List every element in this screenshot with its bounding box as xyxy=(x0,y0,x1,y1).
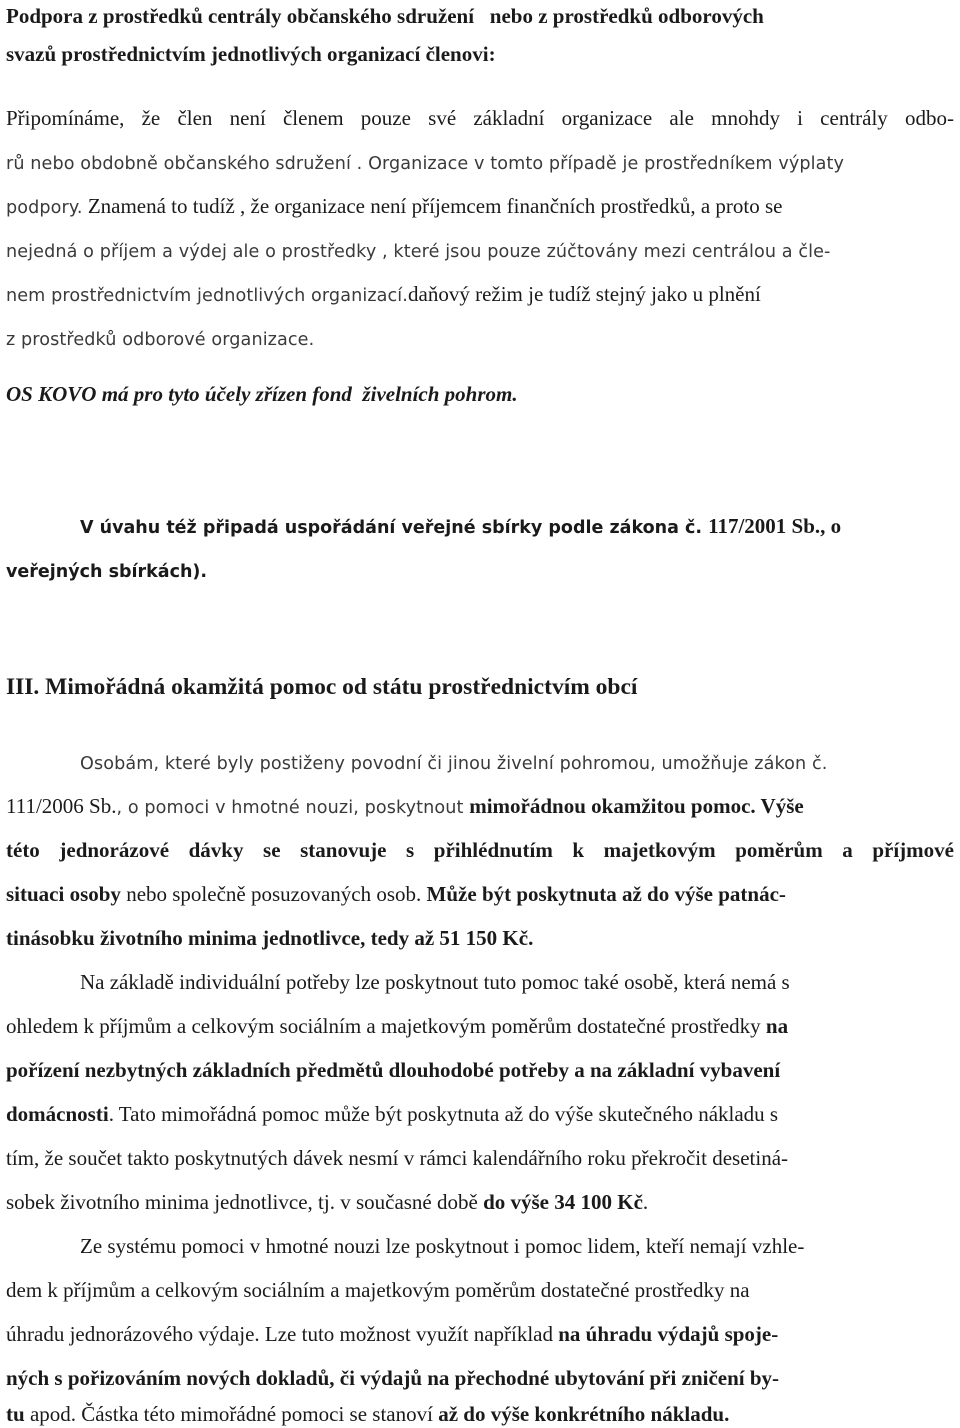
text: tinásobku životního minima jednotlivce, tedy až 51 150 Kč. xyxy=(6,926,534,950)
text: do výše 34 100 Kč xyxy=(483,1190,643,1214)
section-heading-line-1 xyxy=(6,2,764,30)
text: úhradu jednorázového výdaje. Lze tuto možnost využít například xyxy=(6,1322,559,1346)
text: této jednorázové dávky se stanovuje s přihlédnutím k majetkovým poměrům a příjmové xyxy=(6,838,954,862)
text: nebo společně posuzovaných osob. xyxy=(120,882,427,906)
text: Na základě individuální potřeby lze poskytnout tuto pomoc také osobě, která nemá s xyxy=(80,970,790,994)
paragraph-3-line-4 xyxy=(6,1100,778,1128)
text: . Tato mimořádná pomoc může být poskytnuta až do výše skutečného nákladu s xyxy=(108,1102,779,1126)
section-3-title xyxy=(6,673,637,701)
text: rů nebo obdobně občanského sdružení . Organizace v tomto případě je prostředníkem výplaty xyxy=(6,154,845,174)
text: situaci osoby xyxy=(6,882,121,906)
text: Znamená to tudíž , že organizace není příjemcem finančních prostředků, a proto se xyxy=(82,194,783,218)
text: ohledem k příjmům a celkovým sociálním a majetkovým poměrům dostatečné prostředky xyxy=(6,1014,766,1038)
text: nejedná o příjem a výdej ale o prostředky , které jsou pouze zúčtovány mezi centrálou a čle- xyxy=(6,242,831,262)
text: . xyxy=(642,1190,649,1214)
paragraph-2-line-1 xyxy=(80,748,827,778)
text: , o xyxy=(820,514,842,538)
paragraph-3-line-3 xyxy=(6,1056,780,1084)
text: dem k příjmům a celkovým sociálním a majetkovým poměrům dostatečné prostředky na xyxy=(6,1278,750,1302)
text: z prostředků odborové organizace. xyxy=(6,330,315,350)
paragraph-4-line-1 xyxy=(80,1232,804,1260)
heading-text: svazů prostřednictvím jednotlivých organizací členovi: xyxy=(6,42,496,66)
kovo-note xyxy=(6,380,518,408)
paragraph-3-line-1 xyxy=(80,968,790,996)
text: na úhradu výdajů spoje- xyxy=(558,1322,779,1346)
paragraph-3-line-6 xyxy=(6,1188,648,1216)
paragraph-2-line-2 xyxy=(6,792,804,822)
text: Osobám, které byly postiženy povodní či jinou živelní pohromou, umožňuje zákon č. xyxy=(80,754,828,774)
text: V úvahu též připadá uspořádání veřejné sbírky podle zákona č. xyxy=(80,518,709,538)
paragraph-2-line-4 xyxy=(6,880,786,908)
text: domácnosti xyxy=(6,1102,109,1126)
text: mimořádnou okamžitou pomoc xyxy=(469,794,751,818)
paragraph-1-line-2 xyxy=(6,148,844,178)
paragraph-4-line-3 xyxy=(6,1320,778,1348)
text: 117/2001 Sb. xyxy=(708,514,821,538)
text: Připomínáme, že člen není členem pouze své základní organizace ale mnohdy i centrály odbo- xyxy=(6,106,954,130)
text: tím, že součet takto poskytnutých dávek nesmí v rámci kalendářního roku překročit desetiná- xyxy=(6,1146,789,1170)
paragraph-1-line-4 xyxy=(6,236,831,266)
paragraph-4-line-2 xyxy=(6,1276,750,1304)
text: daňový režim je tudíž stejný jako u plnění xyxy=(408,282,761,306)
paragraph-4-line-4 xyxy=(6,1364,779,1392)
text: nem prostřednictvím jednotlivých organizací. xyxy=(6,286,408,306)
text: Ze systému pomoci v hmotné nouzi lze poskytnout i pomoc lidem, kteří nemají vzhle- xyxy=(80,1234,805,1258)
text: podpory. xyxy=(6,198,83,218)
text: na xyxy=(765,1014,789,1038)
paragraph-2-line-5 xyxy=(6,924,533,952)
paragraph-1-line-6 xyxy=(6,324,314,354)
paragraph-4-line-5 xyxy=(6,1400,729,1428)
paragraph-3-line-5 xyxy=(6,1144,788,1172)
text: OS KOVO má pro tyto účely zřízen fond živelních pohrom. xyxy=(6,382,518,406)
text: . xyxy=(750,794,761,818)
sbirka-line-1 xyxy=(80,512,841,542)
text: pořízení nezbytných základních předmětů dlouhodobé potřeby a na základní vybavení xyxy=(6,1058,781,1082)
sbirka-line-2 xyxy=(6,556,207,586)
text: až do výše konkrétního nákladu. xyxy=(438,1402,730,1426)
text: ných s pořizováním nových dokladů, či výdajů na přechodné ubytování při zničení by- xyxy=(6,1366,780,1390)
text: tu xyxy=(6,1402,25,1426)
text: veřejných sbírkách). xyxy=(6,562,208,582)
text: III. Mimořádná okamžitá pomoc od státu prostřednictvím obcí xyxy=(6,674,638,700)
paragraph-2-line-3 xyxy=(6,836,954,864)
paragraph-3-line-2 xyxy=(6,1012,788,1040)
heading-text: Podpora z prostředků centrály občanského sdružení nebo z prostředků odborových xyxy=(6,4,764,28)
text: apod. Částka této mimořádné pomoci se stanoví xyxy=(24,1402,439,1426)
text: Výše xyxy=(760,794,804,818)
text: 111/2006 Sb. xyxy=(6,794,117,818)
paragraph-1-line-5 xyxy=(6,280,761,310)
text: , o pomoci v hmotné nouzi, poskytnout xyxy=(116,798,470,818)
text: Může být poskytnuta až do výše patnác- xyxy=(426,882,786,906)
section-heading-line-2 xyxy=(6,40,496,68)
paragraph-1-line-1 xyxy=(6,104,954,132)
paragraph-1-line-3 xyxy=(6,192,782,222)
text: sobek životního minima jednotlivce, tj. v současné době xyxy=(6,1190,484,1214)
